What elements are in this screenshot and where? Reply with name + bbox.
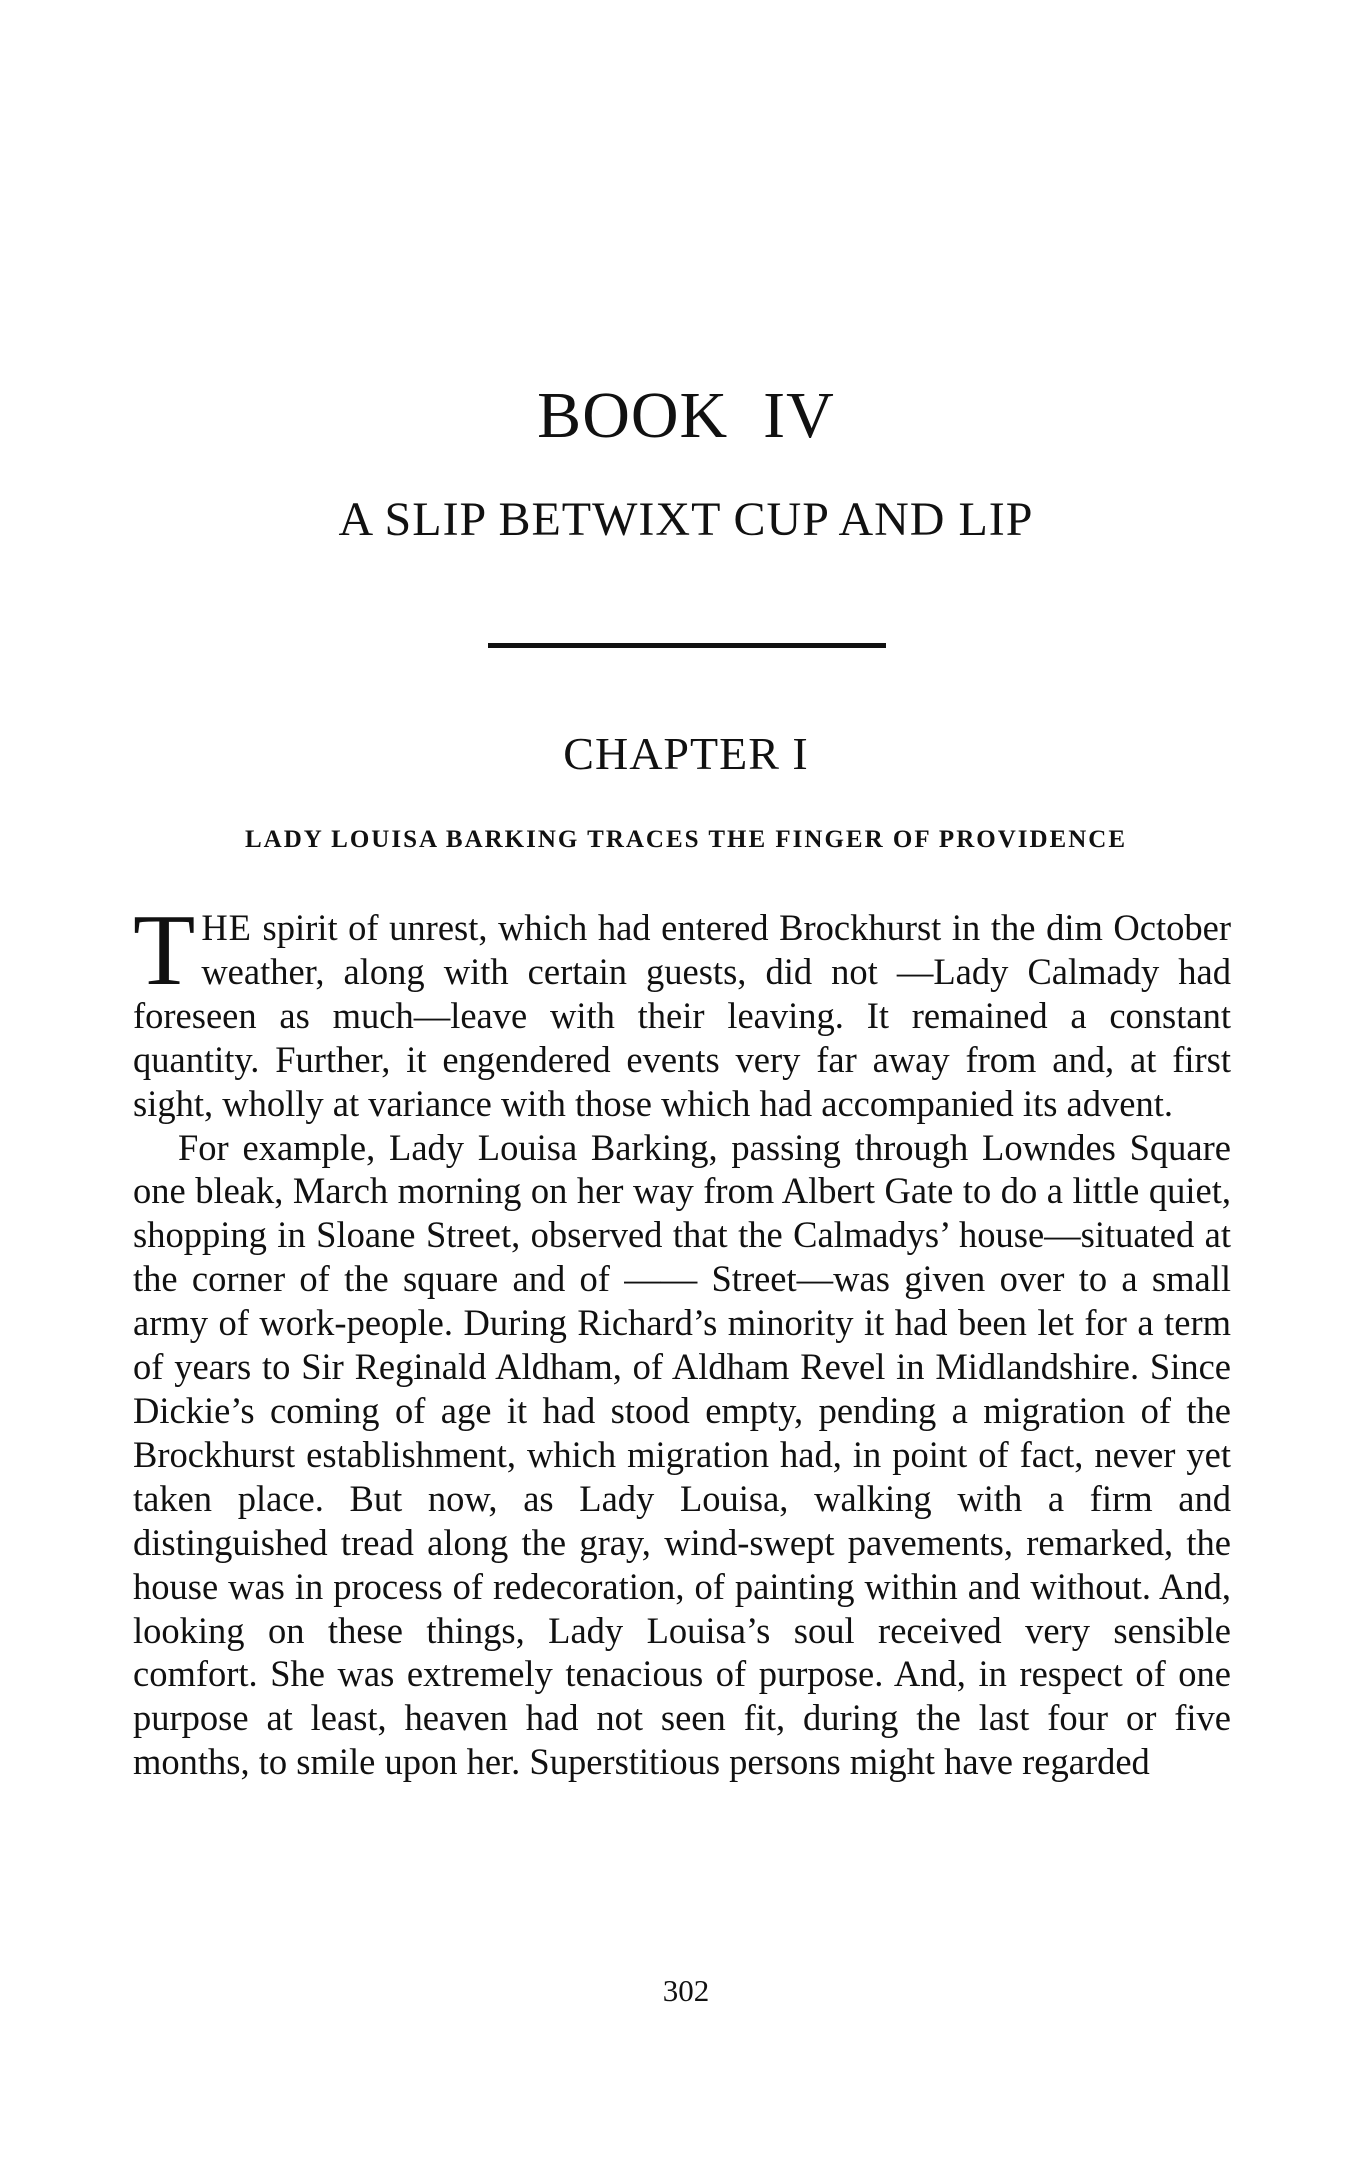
first-paragraph — [133, 894, 1231, 1126]
page-number: 302 — [662, 1973, 710, 2008]
chapter-body — [133, 894, 1231, 1784]
book-subtitle: A SLIP BETWIXT CUP AND LIP — [338, 493, 1034, 546]
chapter-heading: LADY LOUISA BARKING TRACES THE FINGER OF PROVIDENCE — [245, 826, 1127, 853]
chapter-number: CHAPTER I — [563, 728, 809, 779]
title-divider-rule — [488, 643, 886, 648]
second-paragraph: For example, Lady Louisa Barking, passing through Lowndes Square one bleak, March morning on her way from Albert Gate to do a little quiet, shopping in Sloane Street, observed that the Calmadys’ house—situated at the corner of the square and of —— Street—was given over to a small army of work-people. During Richard’s minority it had been let for a term of years to Sir Reginald Aldham, of Aldham Revel in Midlandshire. Since Dickie’s coming of age it had stood empty, pending a migration of the Brockhurst establishment, which migration had, in point of fact, never yet taken place. But now, as Lady Louisa, walking with a firm and distinguished tread along the gray, wind-swept pavements, remarked, the house was in process of redecoration, of painting within and without. And, looking on these things, Lady Louisa’s soul received very sensible comfort. She was extremely tenacious of purpose. And, in respect of one purpose at least, heaven had not seen fit, during the last four or five months, to smile upon her. Superstitious persons might have regarded — [133, 1126, 1231, 1783]
drop-cap-letter: T — [133, 894, 196, 1007]
first-word-remainder: HE — [201, 907, 252, 948]
book-title: BOOK IV — [537, 379, 835, 452]
first-paragraph-text: spirit of unrest, which had entered Brockhurst in the dim October weather, along with certain guests, did not —Lady Calmady had foreseen as much—leave with their leaving. It remained a constant quantity. Further, it engendered events very far away from and, at first sight, wholly at variance with those which had accompanied its advent. — [133, 907, 1231, 1124]
